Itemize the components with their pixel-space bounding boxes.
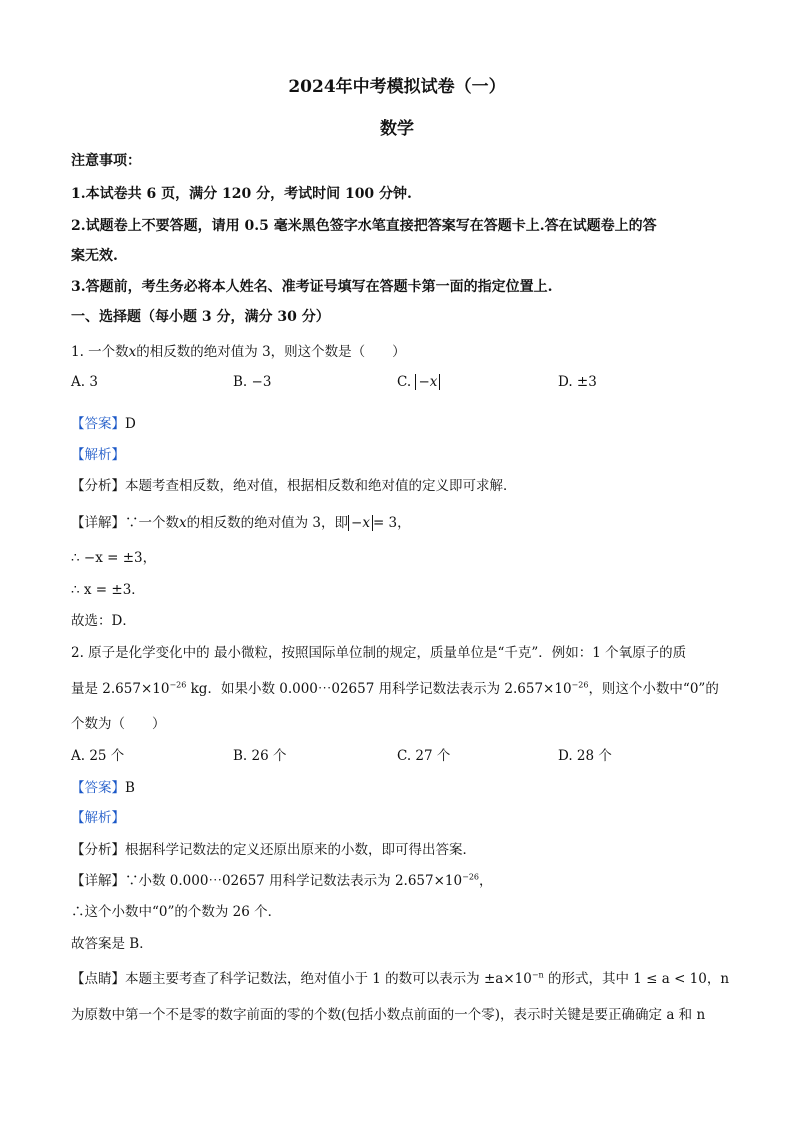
q2-xiangjie: 【详解】∵小数 0.000⋯02657 用科学记数法表示为 $2.657\times 10^{-26}$， [71,872,493,889]
q1-fenxi: 【分析】本题考查相反数，绝对值，根据相反数和绝对值的定义即可求解． [71,478,517,494]
q1-option-c: C. −x [397,374,440,390]
q1-xiangjie: 【详解】∵一个数x的相反数的绝对值为 3，即 −x = 3， [71,515,411,531]
notice-item-2: 2.试题卷上不要答题，请用 0.5 毫米黑色签字水笔直接把答案写在答题卡上.答在试题卷上的答 [71,218,657,234]
q2-option-b: B. 26 个 [233,748,287,764]
notice-item-1: 1.本试卷共 6 页，满分 120 分，考试时间 100 分钟. [71,186,412,202]
q2-stem-line-3: 个数为（ ） [71,716,166,732]
q2-fenxi: 【分析】根据科学记数法的定义还原出原来的小数，即可得出答案． [71,842,476,858]
q1-step-2: ∴ x = ±3． [71,582,145,598]
q2-dianjing-line-1: 【点睛】本题主要考查了科学记数法，绝对值小于 1 的数可以表示为 $\pm a\times 10^{-n}$ 的形式，其中 1 ≤ a < 10，n [71,970,730,987]
q2-stem-line-2: 量是 $2.657\times 10^{-26}$ kg．如果小数 0.000⋯02657 用科学记数法表示为 $2.657\times 10^{-26}$，则这个小数中“0”的 [71,680,719,697]
notice-item-3: 3.答题前，考生务必将本人姓名、准考证号填写在答题卡第一面的指定位置上. [71,279,553,295]
notice-heading: 注意事项： [71,153,141,169]
q2-conclusion: 故答案是 B． [71,936,153,952]
q1-conclusion: 故选：D． [71,613,136,629]
q1-option-b: B. −3 [233,374,272,390]
q2-dianjing-line-2: 为原数中第一个不是零的数字前面的零的个数(包括小数点前面的一个零)，表示时关键是要正确确定 a 和 n [71,1007,706,1023]
exam-subject: 数学 [380,119,414,139]
q1-stem: 1. 一个数x的相反数的绝对值为 3，则这个数是（ ） [71,344,406,360]
q1-option-d: D. ±3 [558,374,597,390]
q2-option-d: D. 28 个 [558,748,612,764]
q2-analysis-tag: 【解析】 [71,810,125,826]
q1-step-1: ∴ −x = ±3， [71,550,157,566]
q2-stem-line-1: 2. 原子是化学变化中的 最小微粒，按照国际单位制的规定，质量单位是“千克”．例如：1 个氧原子的质 [71,645,687,661]
q2-option-a: A. 25 个 [71,748,125,764]
abs-expression: −x [415,374,440,390]
section-heading: 一、选择题（每小题 3 分，满分 30 分） [71,309,330,325]
q1-answer: 【答案】D [71,416,136,432]
q1-analysis-tag: 【解析】 [71,447,125,463]
notice-item-2-cont: 案无效. [71,248,118,264]
exam-title: 2024年中考模拟试卷（一） [288,77,506,97]
q1-option-a: A. 3 [71,374,98,390]
q2-answer: 【答案】B [71,780,135,796]
q2-option-c: C. 27 个 [397,748,451,764]
q2-step-1: ∴这个小数中“0”的个数为 26 个． [71,904,282,920]
